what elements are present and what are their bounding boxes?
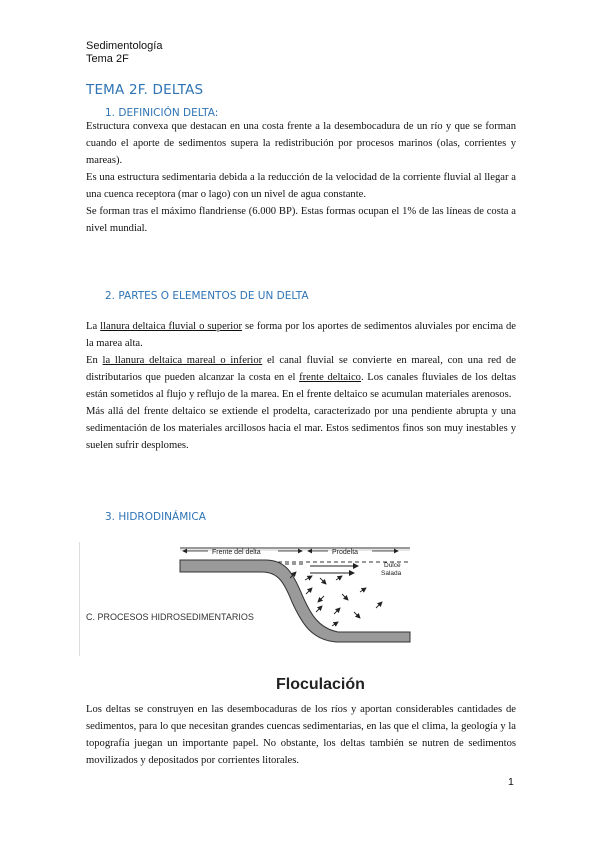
label-salada: Salada (381, 570, 402, 577)
delta-process-figure (79, 542, 439, 656)
label-dulce: Dulce (384, 562, 401, 569)
paragraph: Es una estructura sedimentaria debida a la reducción de la velocidad de la corriente fluvial al llegar a una cuenca receptora (mar o lago) con un nivel de agua constante. (86, 172, 516, 200)
paragraph: La llanura deltaica fluvial o superior se forma por los aportes de sedimentos aluviales por encima de la marea alta. (86, 321, 516, 349)
figure-caption: C. PROCESOS HIDROSEDIMENTARIOS (86, 612, 254, 622)
delta-diagram (80, 542, 439, 656)
paragraph: Estructura convexa que destacan en una costa frente a la desembocadura de un río y que se forman cuando el aporte de sedimentos supera la redistribución por procesos marinos (olas, corrientes y mareas). (86, 121, 516, 166)
section-hidrodinamica-body (86, 701, 516, 769)
section-heading-definicion: 1. DEFINICIÓN DELTA: (105, 107, 219, 119)
header-topic: Tema 2F (86, 53, 129, 65)
section-definicion-body (86, 118, 516, 237)
paragraph: Más allá del frente deltaico se extiende el prodelta, caracterizado por una pendiente abrupta y una sedimentación de los materiales arcillosos hacia el mar. Estos sedimentos finos son muy inestables y suelen sufrir desplomes. (86, 406, 516, 451)
section-partes-body (86, 318, 516, 454)
paragraph: Se forman tras el máximo flandriense (6.000 BP). Estas formas ocupan el 1% de las líneas de costa a nivel mundial. (86, 206, 516, 234)
label-frente-delta: Frente del delta (212, 549, 261, 556)
term-llanura-mareal: la llanura deltaica mareal o inferior (102, 355, 263, 366)
label-prodelta: Prodelta (332, 549, 359, 556)
page-number: 1 (508, 776, 514, 788)
section-heading-hidrodinamica: 3. HIDRODINÁMICA (105, 511, 206, 523)
section-heading-partes: 2. PARTES O ELEMENTOS DE UN DELTA (105, 290, 309, 302)
term-frente-deltaico: frente deltaico (299, 372, 361, 383)
paragraph: Los deltas se construyen en las desembocaduras de los ríos y aportan considerables cantidades de sedimentos, para lo que necesitan grandes cuencas sedimentarias, en las que el clima, la geología y la topografía juegan un importante papel. No obstante, los deltas también se nutren de sedimentos movilizados y depositados por corrientes litorales. (86, 704, 516, 766)
page-title: TEMA 2F. DELTAS (86, 82, 204, 98)
header-subject: Sedimentología (86, 40, 163, 52)
paragraph: En la llanura deltaica mareal o inferior el canal fluvial se convierte en mareal, con una red de distributarios que pueden alcanzar la costa en el frente deltaico. Los canales fluviales de los deltas están sometidos al flujo y reflujo de la marea. En el frente deltaico se acumulan materiales arenosos. (86, 355, 516, 400)
term-llanura-fluvial: llanura deltaica fluvial o superior (100, 321, 243, 332)
figure-title: Floculación (276, 676, 365, 693)
